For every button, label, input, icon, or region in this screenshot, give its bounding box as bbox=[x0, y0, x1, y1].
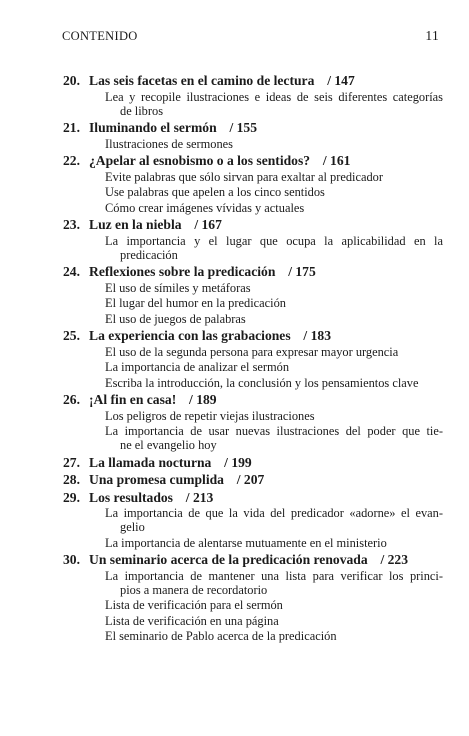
chapter-title: Luz en la niebla bbox=[89, 217, 182, 232]
subtopic bbox=[63, 598, 443, 612]
subtopic bbox=[63, 281, 443, 295]
toc-entry bbox=[63, 551, 443, 643]
chapter-title: ¿Apelar al esnobismo o a los sentidos? bbox=[89, 153, 311, 168]
chapter-heading bbox=[63, 551, 443, 569]
subtopic-line: Lista de verificación en una página bbox=[105, 613, 279, 628]
subtopic bbox=[63, 296, 443, 310]
subtopic-line: El uso de símiles y metáforas bbox=[105, 280, 251, 295]
subtopic-line-continued: pios a manera de recordatorio bbox=[120, 582, 268, 597]
page-number: 11 bbox=[425, 28, 439, 43]
subtopic-line: Los peligros de repetir viejas ilustraciones bbox=[105, 408, 315, 423]
subtopic-line: La importancia de analizar el sermón bbox=[105, 360, 290, 374]
chapter-heading bbox=[63, 72, 443, 90]
chapter-heading bbox=[63, 152, 443, 170]
chapter-number: 27. bbox=[63, 454, 80, 470]
subtopic bbox=[63, 614, 443, 628]
subtopic bbox=[63, 506, 443, 534]
subtopic-line-continued: de libros bbox=[120, 103, 164, 118]
subtopic bbox=[63, 170, 443, 184]
subtopic-line: El lugar del humor en la predicación bbox=[105, 296, 286, 310]
page-header bbox=[62, 28, 439, 44]
chapter-page: / 175 bbox=[288, 264, 316, 279]
chapter-number: 20. bbox=[63, 73, 80, 88]
subtopic-line-continued: predicación bbox=[120, 247, 178, 262]
subtopic bbox=[63, 201, 443, 215]
subtopic-line: Ilustraciones de sermones bbox=[105, 136, 233, 151]
chapter-page: / 183 bbox=[303, 328, 331, 343]
chapter-number: 26. bbox=[63, 392, 80, 407]
chapter-page: / 207 bbox=[236, 472, 265, 487]
subtopic-line: El seminario de Pablo acerca de la predicación bbox=[105, 629, 337, 643]
chapter-title: Los resultados bbox=[89, 489, 173, 505]
subtopic-line: El uso de la segunda persona para expresar mayor urgencia bbox=[105, 344, 399, 359]
chapter-number: 23. bbox=[63, 217, 80, 232]
section-title: CONTENIDO bbox=[62, 29, 138, 43]
chapter-number: 21. bbox=[63, 120, 80, 135]
chapter-page: / 161 bbox=[322, 153, 351, 168]
chapter-heading bbox=[63, 263, 443, 281]
chapter-heading bbox=[63, 489, 443, 507]
chapter-number: 28. bbox=[63, 472, 80, 487]
subtopic bbox=[63, 90, 443, 118]
toc-entry bbox=[63, 391, 443, 452]
chapter-heading bbox=[63, 471, 443, 489]
chapter-heading bbox=[63, 119, 443, 137]
toc-entry bbox=[63, 327, 443, 390]
table-of-contents bbox=[63, 72, 443, 645]
toc-entry bbox=[63, 72, 443, 118]
chapter-number: 22. bbox=[63, 153, 80, 168]
chapter-page: / 189 bbox=[189, 392, 217, 407]
toc-entry bbox=[63, 119, 443, 151]
chapter-heading bbox=[63, 454, 443, 472]
chapter-title: ¡Al fin en casa! bbox=[89, 392, 177, 407]
subtopic bbox=[63, 360, 443, 374]
chapter-page: / 167 bbox=[194, 217, 222, 232]
chapter-page: / 223 bbox=[380, 552, 409, 567]
toc-entry bbox=[63, 152, 443, 215]
subtopic-line: Lea y recopile ilustraciones e ideas de seis diferentes categorías bbox=[105, 89, 443, 104]
subtopic bbox=[63, 345, 443, 359]
subtopic bbox=[63, 376, 443, 390]
chapter-number: 29. bbox=[63, 489, 80, 505]
subtopic-line: La importancia y el lugar que ocupa la aplicabilidad en la bbox=[105, 233, 443, 248]
subtopic bbox=[63, 234, 443, 262]
chapter-title: Un seminario acerca de la predicación renovada bbox=[89, 552, 368, 567]
subtopic bbox=[63, 536, 443, 550]
chapter-number: 30. bbox=[63, 552, 80, 567]
subtopic bbox=[63, 185, 443, 199]
subtopic-line: La importancia de que la vida del predicador «adorne» el evan- bbox=[105, 506, 443, 520]
subtopic bbox=[63, 409, 443, 423]
chapter-heading bbox=[63, 391, 443, 409]
toc-entry bbox=[63, 471, 443, 489]
subtopic bbox=[63, 137, 443, 151]
subtopic-line: La importancia de mantener una lista para verificar los princi- bbox=[105, 568, 443, 583]
subtopic-line: La importancia de alentarse mutuamente en el ministerio bbox=[105, 535, 387, 550]
chapter-heading bbox=[63, 327, 443, 345]
subtopic bbox=[63, 312, 443, 326]
chapter-title: Iluminando el sermón bbox=[89, 120, 217, 135]
chapter-title: Las seis facetas en el camino de lectura bbox=[89, 73, 315, 88]
chapter-number: 25. bbox=[63, 328, 80, 343]
toc-entry bbox=[63, 216, 443, 262]
subtopic bbox=[63, 424, 443, 452]
chapter-page: / 199 bbox=[224, 454, 252, 470]
chapter-page: / 147 bbox=[327, 73, 355, 88]
subtopic-line: Use palabras que apelen a los cinco sentidos bbox=[105, 185, 325, 199]
chapter-title: La experiencia con las grabaciones bbox=[89, 328, 291, 343]
subtopic-line: Evite palabras que sólo sirvan para exaltar al predicador bbox=[105, 169, 383, 184]
subtopic-line: Cómo crear imágenes vívidas y actuales bbox=[105, 200, 305, 215]
subtopic-line: La importancia de usar nuevas ilustraciones del poder que tie- bbox=[105, 424, 443, 438]
subtopic-line-continued: ne el evangelio hoy bbox=[120, 438, 217, 452]
subtopic-line-continued: gelio bbox=[120, 520, 145, 534]
subtopic bbox=[63, 629, 443, 643]
chapter-title: Una promesa cumplida bbox=[89, 472, 224, 487]
chapter-heading bbox=[63, 216, 443, 234]
chapter-title: Reflexiones sobre la predicación bbox=[89, 264, 276, 279]
toc-entry bbox=[63, 263, 443, 326]
subtopic-line: Lista de verificación para el sermón bbox=[105, 598, 283, 612]
subtopic-line: Escriba la introducción, la conclusión y los pensamientos clave bbox=[105, 375, 419, 390]
toc-entry bbox=[63, 454, 443, 472]
toc-entry bbox=[63, 489, 443, 550]
chapter-page: / 155 bbox=[229, 120, 258, 135]
subtopic-line: El uso de juegos de palabras bbox=[105, 311, 246, 326]
chapter-page: / 213 bbox=[185, 489, 214, 505]
subtopic bbox=[63, 569, 443, 597]
chapter-title: La llamada nocturna bbox=[89, 454, 212, 470]
chapter-number: 24. bbox=[63, 264, 80, 279]
